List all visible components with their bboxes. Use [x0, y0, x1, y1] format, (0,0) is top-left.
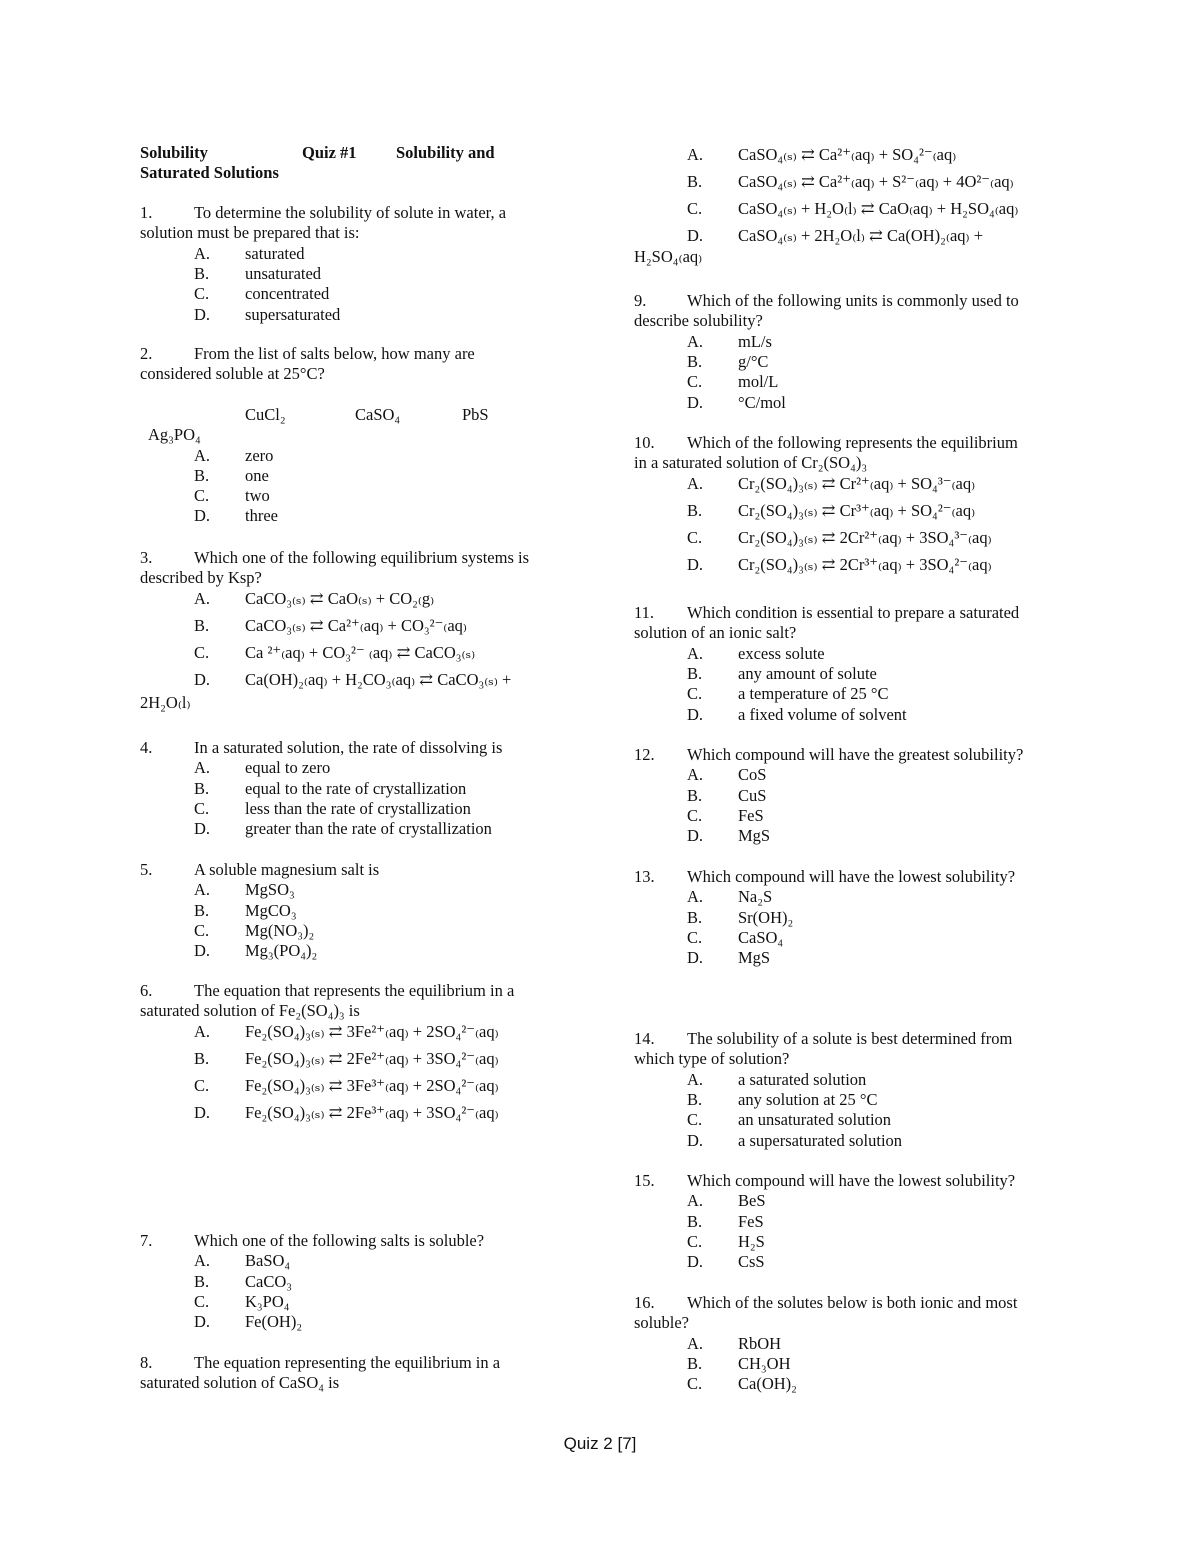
question-number: 5. — [140, 860, 153, 879]
option-text: CaSO₄₍ₛ₎ + H₂O₍l₎ ⇄ CaO₍aq₎ + H₂SO₄₍aq₎ — [738, 199, 1019, 218]
option-letter: B. — [194, 1048, 210, 1068]
option-letter: A. — [194, 758, 211, 778]
question-stem: In a saturated solution, the rate of dissolving is — [194, 738, 503, 757]
option-letter: B. — [194, 615, 210, 635]
question-number: 8. — [140, 1353, 153, 1372]
option-letter: A. — [687, 1191, 704, 1211]
option-letter: B. — [194, 465, 210, 485]
question-stem: describe solubility? — [634, 311, 763, 331]
option-text: mL/s — [738, 331, 772, 351]
option-text: BeS — [738, 1191, 766, 1211]
question-stem: Which compound will have the greatest solubility? — [687, 745, 1024, 764]
question-stem: The equation representing the equilibrium in a — [194, 1353, 501, 1372]
option-letter: B. — [194, 778, 210, 798]
option-text: Ca ²⁺₍aq₎ + CO₃²⁻ ₍aq₎ ⇄ CaCO₃₍ₛ₎ — [245, 642, 476, 662]
option-letter: A. — [687, 145, 704, 164]
option-text: less than the rate of crystallization — [245, 798, 471, 818]
question-number: 9. — [634, 291, 647, 310]
option-letter: C. — [687, 1110, 703, 1130]
question-number: 12. — [634, 745, 655, 764]
page-footer: Quiz 2 [7] — [563, 1434, 637, 1453]
option-letter: C. — [194, 1291, 210, 1311]
option-letter: B. — [194, 263, 210, 283]
option-text: BaSO₄ — [245, 1251, 291, 1271]
option-text: equal to the rate of crystallization — [245, 778, 467, 798]
option-letter: A. — [687, 331, 704, 351]
option-letter: A. — [687, 1069, 704, 1089]
option-text-continued: H₂SO₄₍aq₎ — [634, 247, 703, 266]
title-solubility: Solubility — [140, 143, 208, 162]
option-text: any solution at 25 °C — [738, 1089, 878, 1109]
option-letter: C. — [194, 284, 210, 304]
option-text: one — [245, 465, 269, 485]
question-number: 3. — [140, 548, 153, 567]
option-letter: A. — [687, 643, 704, 663]
option-text: Fe(OH)₂ — [245, 1312, 303, 1332]
option-letter: C. — [687, 372, 703, 392]
question-number: 4. — [140, 738, 153, 757]
option-letter: D. — [687, 1252, 704, 1272]
option-text: a supersaturated solution — [738, 1130, 903, 1150]
option-letter: B. — [687, 1211, 703, 1231]
option-letter: A. — [194, 243, 211, 263]
option-text-continued: 2H₂O₍l₎ — [140, 692, 191, 712]
option-letter: A. — [194, 880, 211, 900]
question-stem: Which compound will have the lowest solubility? — [687, 1171, 1016, 1190]
option-letter: C. — [194, 486, 210, 506]
option-text: g/°C — [738, 351, 769, 371]
question-stem: Which of the following represents the equilibrium — [687, 433, 1018, 452]
option-text: supersaturated — [245, 304, 341, 324]
option-text: equal to zero — [245, 758, 331, 778]
title-saturated-solutions: Saturated Solutions — [140, 163, 279, 182]
option-text: concentrated — [245, 284, 330, 304]
option-text: Fe₂(SO₄)₃₍ₛ₎ ⇄ 2Fe³⁺₍aq₎ + 3SO₄²⁻₍aq₎ — [245, 1102, 499, 1122]
question-number: 10. — [634, 433, 655, 452]
option-text: three — [245, 506, 278, 526]
question-number: 11. — [634, 603, 655, 622]
option-letter: D. — [687, 704, 704, 724]
question-stem: From the list of salts below, how many are — [194, 344, 475, 363]
question-stem: The equation that represents the equilibrium in a — [194, 981, 515, 1000]
option-letter: C. — [194, 798, 210, 818]
option-text: CH₃OH — [738, 1353, 791, 1373]
option-text: Ca(OH)₂ — [738, 1374, 797, 1394]
option-letter: B. — [687, 907, 703, 927]
option-letter: D. — [687, 948, 704, 968]
option-letter: C. — [687, 927, 703, 947]
option-letter: C. — [687, 684, 703, 704]
option-text: Sr(OH)₂ — [738, 907, 794, 927]
option-text: Cr₂(SO₄)₃₍ₛ₎ ⇄ 2Cr³⁺₍aq₎ + 3SO₄²⁻₍aq₎ — [738, 554, 992, 574]
question-stem: Which compound will have the lowest solubility? — [687, 867, 1016, 886]
option-text: MgCO₃ — [245, 900, 297, 920]
option-text: MgS — [738, 826, 771, 846]
option-text: Mg(NO₃)₂ — [245, 920, 315, 940]
option-letter: B. — [687, 1089, 703, 1109]
option-text: CaCO₃₍ₛ₎ ⇄ Ca²⁺₍aq₎ + CO₃²⁻₍aq₎ — [245, 615, 467, 635]
question-stem: A soluble magnesium salt is — [194, 860, 380, 879]
option-text: FeS — [738, 1211, 764, 1231]
salt-formula: PbS — [462, 404, 489, 424]
salt-formula: CuCl₂ — [245, 404, 286, 424]
question-stem: saturated solution of Fe₂(SO₄)₃ is — [140, 1001, 360, 1021]
question-number: 1. — [140, 203, 153, 222]
option-text: Cr₂(SO₄)₃₍ₛ₎ ⇄ 2Cr²⁺₍aq₎ + 3SO₄³⁻₍aq₎ — [738, 527, 992, 547]
option-text: Cr₂(SO₄)₃₍ₛ₎ ⇄ Cr²⁺₍aq₎ + SO₄³⁻₍aq₎ — [738, 473, 976, 493]
option-letter: C. — [687, 1231, 703, 1251]
option-text: CoS — [738, 765, 767, 785]
option-letter: B. — [687, 785, 703, 805]
option-text: saturated — [245, 243, 305, 263]
option-text: mol/L — [738, 372, 779, 392]
question-stem: soluble? — [634, 1313, 689, 1333]
option-text: K₃PO₄ — [245, 1291, 290, 1311]
option-text: CaCO₃₍ₛ₎ ⇄ CaO₍ₛ₎ + CO₂₍g₎ — [245, 588, 435, 608]
option-text: Ca(OH)₂₍aq₎ + H₂CO₃₍aq₎ ⇄ CaCO₃₍ₛ₎ + — [245, 669, 512, 689]
option-text: zero — [245, 445, 274, 465]
option-letter: D. — [687, 554, 704, 574]
question-stem: Which one of the following equilibrium systems is — [194, 548, 529, 567]
option-letter: A. — [194, 588, 211, 608]
option-text: unsaturated — [245, 263, 322, 283]
option-letter: D. — [687, 226, 704, 245]
question-stem: Which condition is essential to prepare a saturated — [687, 603, 1020, 622]
option-letter: C. — [687, 805, 703, 825]
option-text: two — [245, 486, 270, 506]
option-letter: A. — [194, 445, 211, 465]
option-letter: D. — [194, 1102, 211, 1122]
option-text: Cr₂(SO₄)₃₍ₛ₎ ⇄ Cr³⁺₍aq₎ + SO₄²⁻₍aq₎ — [738, 500, 976, 520]
option-letter: A. — [687, 473, 704, 493]
option-text: CaSO₄₍ₛ₎ + 2H₂O₍l₎ ⇄ Ca(OH)₂₍aq₎ + — [738, 226, 984, 245]
option-text: CsS — [738, 1252, 765, 1272]
option-text: CaSO₄₍ₛ₎ ⇄ Ca²⁺₍aq₎ + S²⁻₍aq₎ + 4O²⁻₍aq₎ — [738, 172, 1014, 191]
option-text: CaSO₄₍ₛ₎ ⇄ Ca²⁺₍aq₎ + SO₄²⁻₍aq₎ — [738, 145, 957, 164]
question-number: 13. — [634, 867, 655, 886]
question-number: 14. — [634, 1029, 655, 1048]
option-letter: D. — [194, 506, 211, 526]
option-text: Mg₃(PO₄)₂ — [245, 941, 318, 961]
question-stem: Which of the following units is commonly used to — [687, 291, 1019, 310]
option-text: RbOH — [738, 1333, 782, 1353]
question-number: 7. — [140, 1231, 153, 1250]
option-text: Fe₂(SO₄)₃₍ₛ₎ ⇄ 2Fe²⁺₍aq₎ + 3SO₄²⁻₍aq₎ — [245, 1048, 499, 1068]
option-text: °C/mol — [738, 392, 786, 412]
option-letter: D. — [194, 669, 211, 689]
title-quiz-number: Quiz #1 — [302, 143, 357, 162]
option-text: a temperature of 25 °C — [738, 684, 889, 704]
option-letter: B. — [687, 1353, 703, 1373]
option-text: H₂S — [738, 1231, 765, 1251]
title-solubility-and: Solubility and — [396, 143, 495, 162]
question-stem: in a saturated solution of Cr₂(SO₄)₃ — [634, 453, 868, 473]
question-stem: To determine the solubility of solute in water, a — [194, 203, 507, 222]
option-letter: D. — [687, 1130, 704, 1150]
option-letter: B. — [194, 900, 210, 920]
option-letter: B. — [194, 1271, 210, 1291]
question-number: 16. — [634, 1293, 655, 1312]
option-letter: B. — [687, 663, 703, 683]
option-text: any amount of solute — [738, 663, 877, 683]
option-text: an unsaturated solution — [738, 1110, 892, 1130]
option-letter: D. — [194, 941, 211, 961]
option-letter: D. — [194, 1312, 211, 1332]
option-letter: C. — [687, 1374, 703, 1394]
option-letter: C. — [194, 920, 210, 940]
option-text: Fe₂(SO₄)₃₍ₛ₎ ⇄ 3Fe²⁺₍aq₎ + 2SO₄²⁻₍aq₎ — [245, 1021, 499, 1041]
question-stem: Which of the solutes below is both ionic and most — [687, 1293, 1018, 1312]
question-stem: Which one of the following salts is soluble? — [194, 1231, 485, 1250]
option-text: greater than the rate of crystallization — [245, 819, 492, 839]
question-stem: saturated solution of CaSO₄ is — [140, 1373, 340, 1393]
question-stem: considered soluble at 25°C? — [140, 364, 325, 384]
salt-formula: Ag₃PO₄ — [148, 425, 201, 445]
question-number: 6. — [140, 981, 153, 1000]
option-letter: B. — [687, 351, 703, 371]
option-letter: A. — [687, 887, 704, 907]
option-letter: B. — [687, 500, 703, 520]
option-text: Fe₂(SO₄)₃₍ₛ₎ ⇄ 3Fe³⁺₍aq₎ + 2SO₄²⁻₍aq₎ — [245, 1075, 499, 1095]
question-stem: solution must be prepared that is: — [140, 223, 360, 243]
option-text: FeS — [738, 805, 764, 825]
option-text: a saturated solution — [738, 1069, 867, 1089]
option-text: excess solute — [738, 643, 825, 663]
option-text: MgSO₃ — [245, 880, 295, 900]
salt-formula: CaSO₄ — [355, 404, 401, 424]
question-stem: solution of an ionic salt? — [634, 623, 797, 643]
option-text: CaSO₄ — [738, 927, 784, 947]
option-letter: A. — [687, 765, 704, 785]
question-number: 2. — [140, 344, 153, 363]
option-letter: A. — [194, 1251, 211, 1271]
option-letter: D. — [194, 819, 211, 839]
option-text: CuS — [738, 785, 767, 805]
option-letter: C. — [194, 1075, 210, 1095]
option-text: CaCO₃ — [245, 1271, 293, 1291]
question-stem: The solubility of a solute is best determined from — [687, 1029, 1013, 1048]
option-letter: A. — [194, 1021, 211, 1041]
option-text: Na₂S — [738, 887, 773, 907]
question-stem: described by Ksp? — [140, 568, 262, 588]
option-letter: D. — [194, 304, 211, 324]
option-letter: C. — [687, 199, 703, 218]
option-letter: D. — [687, 392, 704, 412]
option-letter: C. — [687, 527, 703, 547]
question-number: 15. — [634, 1171, 655, 1190]
option-letter: C. — [194, 642, 210, 662]
option-text: MgS — [738, 948, 771, 968]
question-stem: which type of solution? — [634, 1049, 790, 1069]
option-letter: A. — [687, 1333, 704, 1353]
option-text: a fixed volume of solvent — [738, 704, 907, 724]
option-letter: D. — [687, 826, 704, 846]
option-letter: B. — [687, 172, 703, 191]
